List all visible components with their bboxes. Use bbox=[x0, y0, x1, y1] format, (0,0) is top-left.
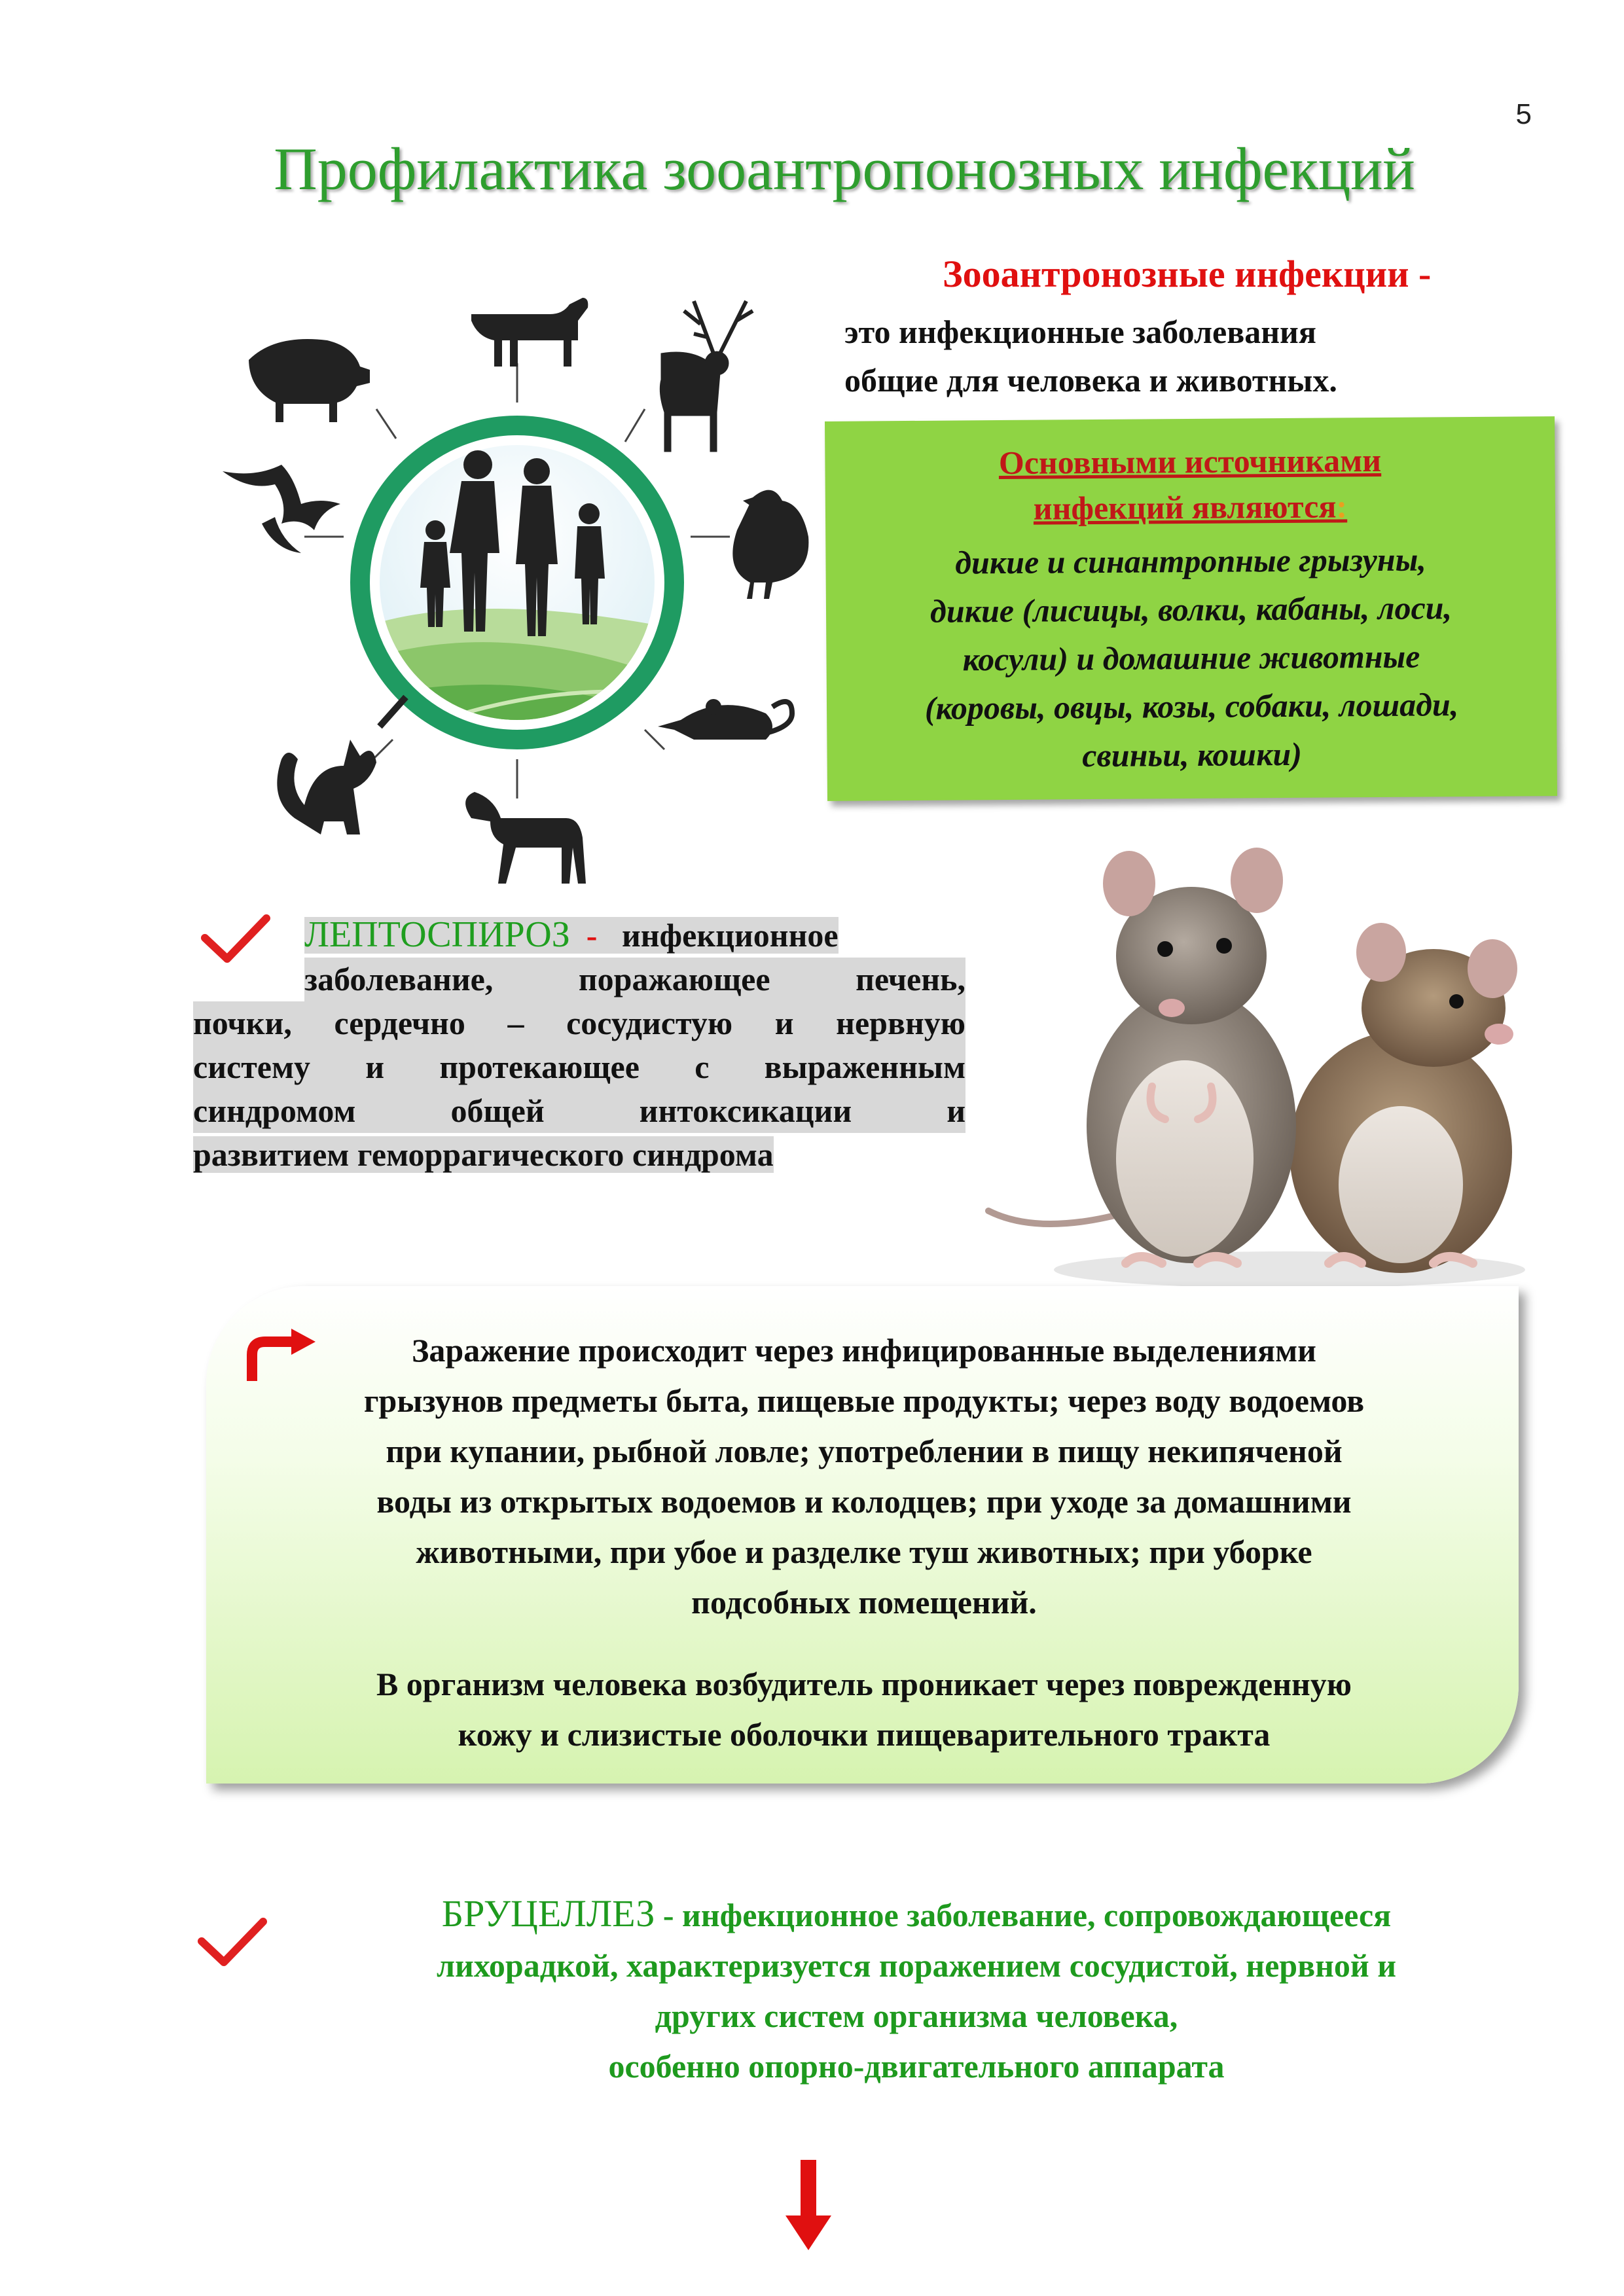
bruc-line: особенно опорно-двигательного аппарата bbox=[608, 2048, 1225, 2085]
transmission-line: при купании, рыбной ловле; употреблении в пищу некипяченой bbox=[386, 1433, 1343, 1469]
sources-box bbox=[825, 416, 1557, 801]
rats-photo bbox=[975, 844, 1558, 1296]
transmission-line: В организм человека возбудитель проникает через поврежденную bbox=[376, 1666, 1352, 1702]
transmission-paragraph-1 bbox=[249, 1325, 1479, 1628]
deer-icon bbox=[660, 301, 753, 452]
definition-term: Зооантронозные инфекции - bbox=[943, 253, 1432, 295]
pig-icon bbox=[249, 339, 370, 422]
horse-icon bbox=[465, 792, 586, 884]
sources-title-text: инфекций являются bbox=[1033, 488, 1337, 527]
sources-line: косули) и домашние животные bbox=[962, 637, 1420, 678]
lepto-line: почки, сердечно – сосудистую и нервную bbox=[193, 1001, 965, 1045]
transmission-line: подсобных помещений. bbox=[691, 1584, 1037, 1621]
transmission-paragraph-2 bbox=[249, 1659, 1479, 1760]
definition-line: это инфекционные заболевания bbox=[844, 314, 1316, 350]
leptospirosis-name: ЛЕПТОСПИРОЗ bbox=[304, 914, 570, 955]
transmission-line: грызунов предметы быта, пищевые продукты; через воду водоемов bbox=[363, 1382, 1365, 1419]
rat-left bbox=[1087, 848, 1296, 1263]
rat-icon bbox=[658, 699, 792, 740]
brucellosis-description bbox=[288, 1888, 1545, 2092]
definition-body bbox=[844, 308, 1499, 404]
brucellosis-dash: - bbox=[662, 1897, 674, 1933]
checkmark-icon bbox=[196, 1916, 268, 1969]
sources-title-line2 bbox=[825, 482, 1555, 533]
lepto-line: синдромом общей интоксикации и bbox=[193, 1089, 965, 1133]
lepto-line: систему и протекающее с выраженным bbox=[193, 1045, 965, 1089]
brucellosis-name: БРУЦЕЛЛЕЗ bbox=[441, 1892, 655, 1935]
down-arrow-icon bbox=[782, 2160, 835, 2251]
bruc-line: инфекционное заболевание, сопровождающееся bbox=[682, 1897, 1392, 1933]
sources-title-line1: Основными источниками bbox=[998, 441, 1382, 482]
sources-title-colon: : bbox=[1336, 488, 1348, 525]
sources-line: (коровы, овцы, козы, собаки, лошади, bbox=[924, 686, 1459, 726]
lepto-line: инфекционное bbox=[621, 917, 839, 954]
bruc-line: лихорадкой, характеризуется поражением сосудистой, нервной и bbox=[436, 1947, 1397, 1984]
bruc-line: других систем организма человека, bbox=[655, 1998, 1178, 2034]
sources-text bbox=[825, 534, 1557, 781]
transmission-line: кожу и слизистые оболочки пищеварительного тракта bbox=[458, 1716, 1271, 1753]
lepto-line: заболевание, поражающее печень, bbox=[304, 958, 965, 1001]
chicken-icon bbox=[732, 490, 808, 599]
rat-right bbox=[1290, 923, 1517, 1273]
cat-icon bbox=[277, 697, 406, 834]
transmission-line: Заражение происходит через инфицированные выделениями bbox=[412, 1332, 1316, 1369]
transmission-line: животными, при убое и разделке туш животных; при уборке bbox=[416, 1534, 1312, 1570]
transmission-line: воды из открытых водоемов и колодцев; при уходе за домашними bbox=[376, 1483, 1352, 1520]
leptospirosis-dash: - bbox=[586, 917, 598, 954]
lepto-line: развитием геморрагического синдрома bbox=[193, 1136, 774, 1173]
page-title: Профилактика зооантропонозных инфекций bbox=[274, 135, 1415, 202]
sources-line: дикие и синантропные грызуны, bbox=[955, 541, 1426, 581]
page-number: 5 bbox=[1515, 98, 1532, 130]
definition-line: общие для человека и животных. bbox=[844, 362, 1337, 399]
animal-circle-illustration bbox=[196, 262, 838, 890]
sources-line: дикие (лисицы, волки, кабаны, лоси, bbox=[929, 589, 1453, 630]
bat-icon bbox=[223, 465, 340, 553]
leptospirosis-description bbox=[193, 913, 965, 1177]
cow-icon bbox=[471, 298, 588, 367]
sources-line: свиньи, кошки) bbox=[1082, 735, 1303, 774]
